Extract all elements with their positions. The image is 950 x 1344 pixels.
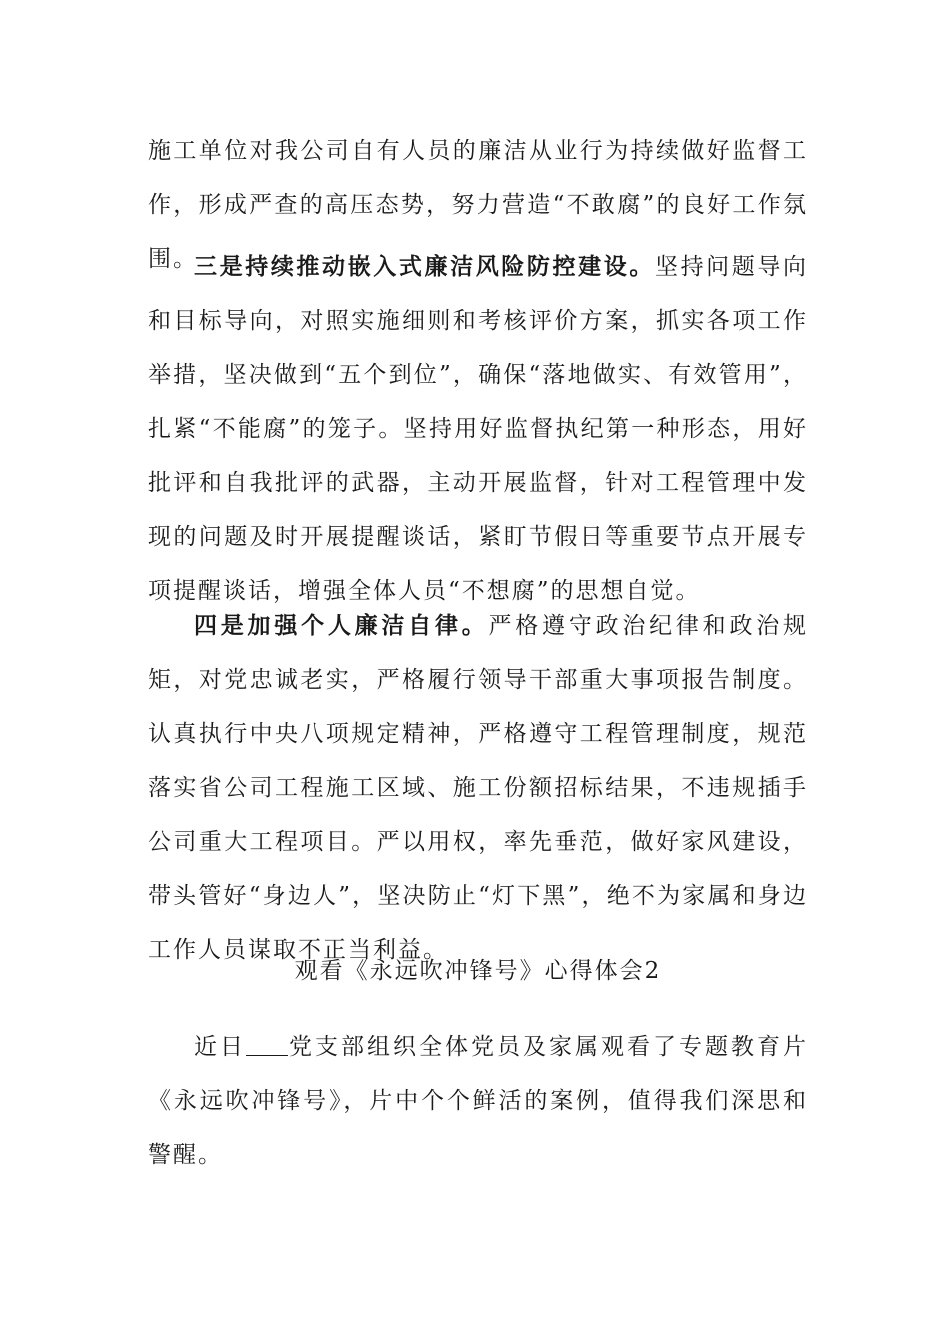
paragraph-four (148, 599, 808, 977)
paragraph-intro-text (148, 1020, 808, 1182)
paragraph-three-lead: 三是持续推动嵌入式廉洁风险防控建设。 (194, 254, 655, 280)
paragraph-three-text (148, 240, 808, 618)
paragraph-four-lead: 四是加强个人廉洁自律。 (194, 613, 489, 639)
paragraph-intro-body: 党支部组织全体党员及家属观看了专题教育片《永远吹冲锋号》，片中个个鲜活的案例，值得我们深思和警醒。 (148, 1034, 808, 1168)
paragraph-intro-prefix: 近日 (194, 1034, 246, 1060)
paragraph-four-text (148, 599, 808, 977)
paragraph-three (148, 240, 808, 618)
section-title: 观看《永远吹冲锋号》心得体会2 (294, 958, 662, 984)
fill-in-blank (246, 1054, 288, 1056)
paragraph-continuation-text: 施工单位对我公司自有人员的廉洁从业行为持续做好监督工作，形成严查的高压态势，努力营造“不敢腐”的良好工作氛围。 (148, 138, 808, 272)
paragraph-intro (148, 1020, 808, 1182)
paragraph-three-body: 坚持问题导向和目标导向，对照实施细则和考核评价方案，抓实各项工作举措，坚决做到“五个到位”，确保“落地做实、有效管用”，扎紧“不能腐”的笼子。坚持用好监督执纪第一种形态，用好批评和自我批评的武器，主动开展监督，针对工程管理中发现的问题及时开展提醒谈话，紧盯节假日等重要节点开展专项提醒谈话，增强全体人员“不想腐”的思想自觉。 (148, 254, 809, 604)
paragraph-four-body: 严格遵守政治纪律和政治规矩，对党忠诚老实，严格履行领导干部重大事项报告制度。认真执行中央八项规定精神，严格遵守工程管理制度，规范落实省公司工程施工区域、施工份额招标结果，不违规插手公司重大工程项目。严以用权，率先垂范，做好家风建设，带头管好“身边人”，坚决防止“灯下黑”，绝不为家属和身边工作人员谋取不正当利益。 (148, 613, 809, 963)
